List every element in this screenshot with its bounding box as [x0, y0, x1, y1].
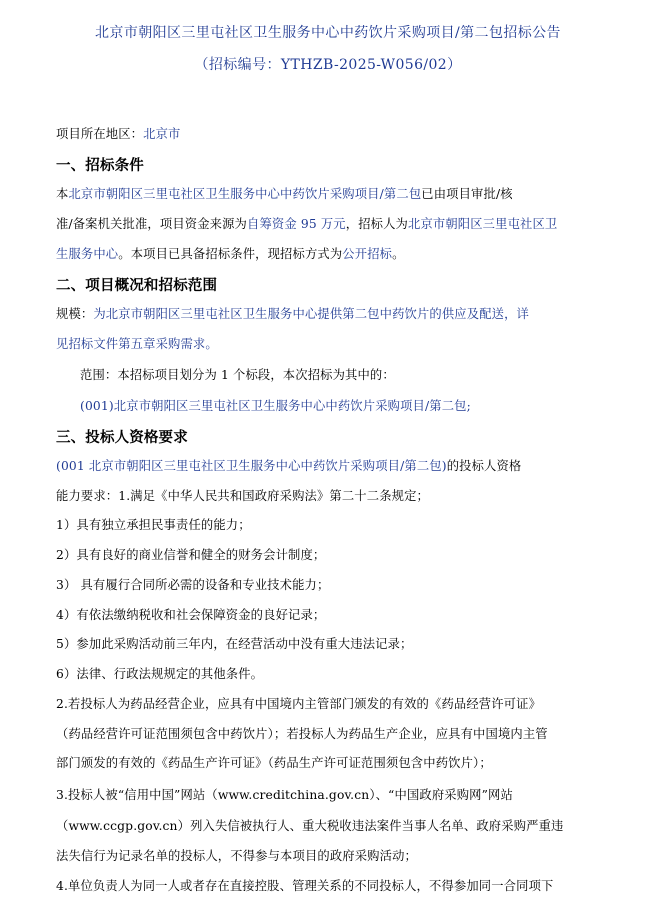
qual-item-4: 4）有依法缴纳税收和社会保障资金的良好记录；: [56, 608, 326, 622]
section1-heading: 一、招标条件: [56, 158, 144, 174]
req3-line3: 法失信行为记录名单的投标人，不得参与本项目的政府采购活动；: [56, 849, 417, 863]
section2-heading: 二、项目概况和招标范围: [56, 278, 218, 294]
req2-line1: 2.若投标人为药品经营企业，应具有中国境内主管部门颁发的有效的《药品经营许可证》: [56, 697, 542, 711]
section3-qual-line2: 能力要求：1.满足《中华人民共和国政府采购法》第二十二条规定；: [56, 489, 429, 503]
project-region: [56, 124, 180, 142]
region-value: 北京市: [143, 127, 181, 141]
req2-line3: 部门颁发的有效的《药品生产许可证》（药品生产许可证范围须包含中药饮片）；: [56, 756, 492, 770]
section2-range: 范围：本招标项目划分为 1 个标段，本次招标为其中的：: [80, 368, 395, 382]
qual-item-5: 5）参加此采购活动前三年内，在经营活动中没有重大违法记录；: [56, 637, 413, 651]
section2-lot: (001)北京市朝阳区三里屯社区卫生服务中心中药饮片采购项目/第二包;: [80, 399, 471, 413]
qual-item-1: 1）具有独立承担民事责任的能力；: [56, 518, 251, 532]
section1-para-line3: 生服务中心。本项目已具备招标条件，现招标方式为公开招标。: [56, 247, 405, 261]
page-title: 北京市朝阳区三里屯社区卫生服务中心中药饮片采购项目/第二包招标公告: [95, 25, 561, 41]
req4-line1: 4.单位负责人为同一人或者存在直接控股、管理关系的不同投标人，不得参加同一合同项下: [56, 879, 554, 893]
section3-heading: 三、投标人资格要求: [56, 430, 188, 446]
req3-line1: 3.投标人被“信用中国”网站（www.creditchina.gov.cn）、“中国政府采购网”网站: [56, 788, 513, 802]
tender-number: （招标编号：YTHZB-2025-W056/02）: [194, 57, 462, 73]
region-label: 项目所在地区：: [56, 127, 144, 141]
req2-line2: （药品经营许可证范围须包含中药饮片）；若投标人为药品生产企业，应具有中国境内主管: [56, 727, 548, 741]
section2-scale-line1: 规模：为北京市朝阳区三里屯社区卫生服务中心提供第二包中药饮片的供应及配送，详: [56, 307, 529, 321]
section3-qual-line1: (001 北京市朝阳区三里屯社区卫生服务中心中药饮片采购项目/第二包)的投标人资格: [56, 459, 522, 473]
section1-para-line2: 准/备案机关批准，项目资金来源为自筹资金 95 万元，招标人为北京市朝阳区三里屯社区卫: [56, 217, 558, 231]
section2-scale-line2: 见招标文件第五章采购需求。: [56, 337, 218, 351]
qual-item-6: 6）法律、行政法规规定的其他条件。: [56, 667, 264, 681]
section1-para-line1: 本北京市朝阳区三里屯社区卫生服务中心中药饮片采购项目/第二包已由项目审批/核: [56, 187, 513, 201]
req3-line2: （www.ccgp.gov.cn）列入失信被执行人、重大税收违法案件当事人名单、政府采购严重违: [56, 819, 564, 833]
qual-item-3: 3） 具有履行合同所必需的设备和专业技术能力；: [56, 578, 330, 592]
qual-item-2: 2）具有良好的商业信誉和健全的财务会计制度；: [56, 548, 326, 562]
